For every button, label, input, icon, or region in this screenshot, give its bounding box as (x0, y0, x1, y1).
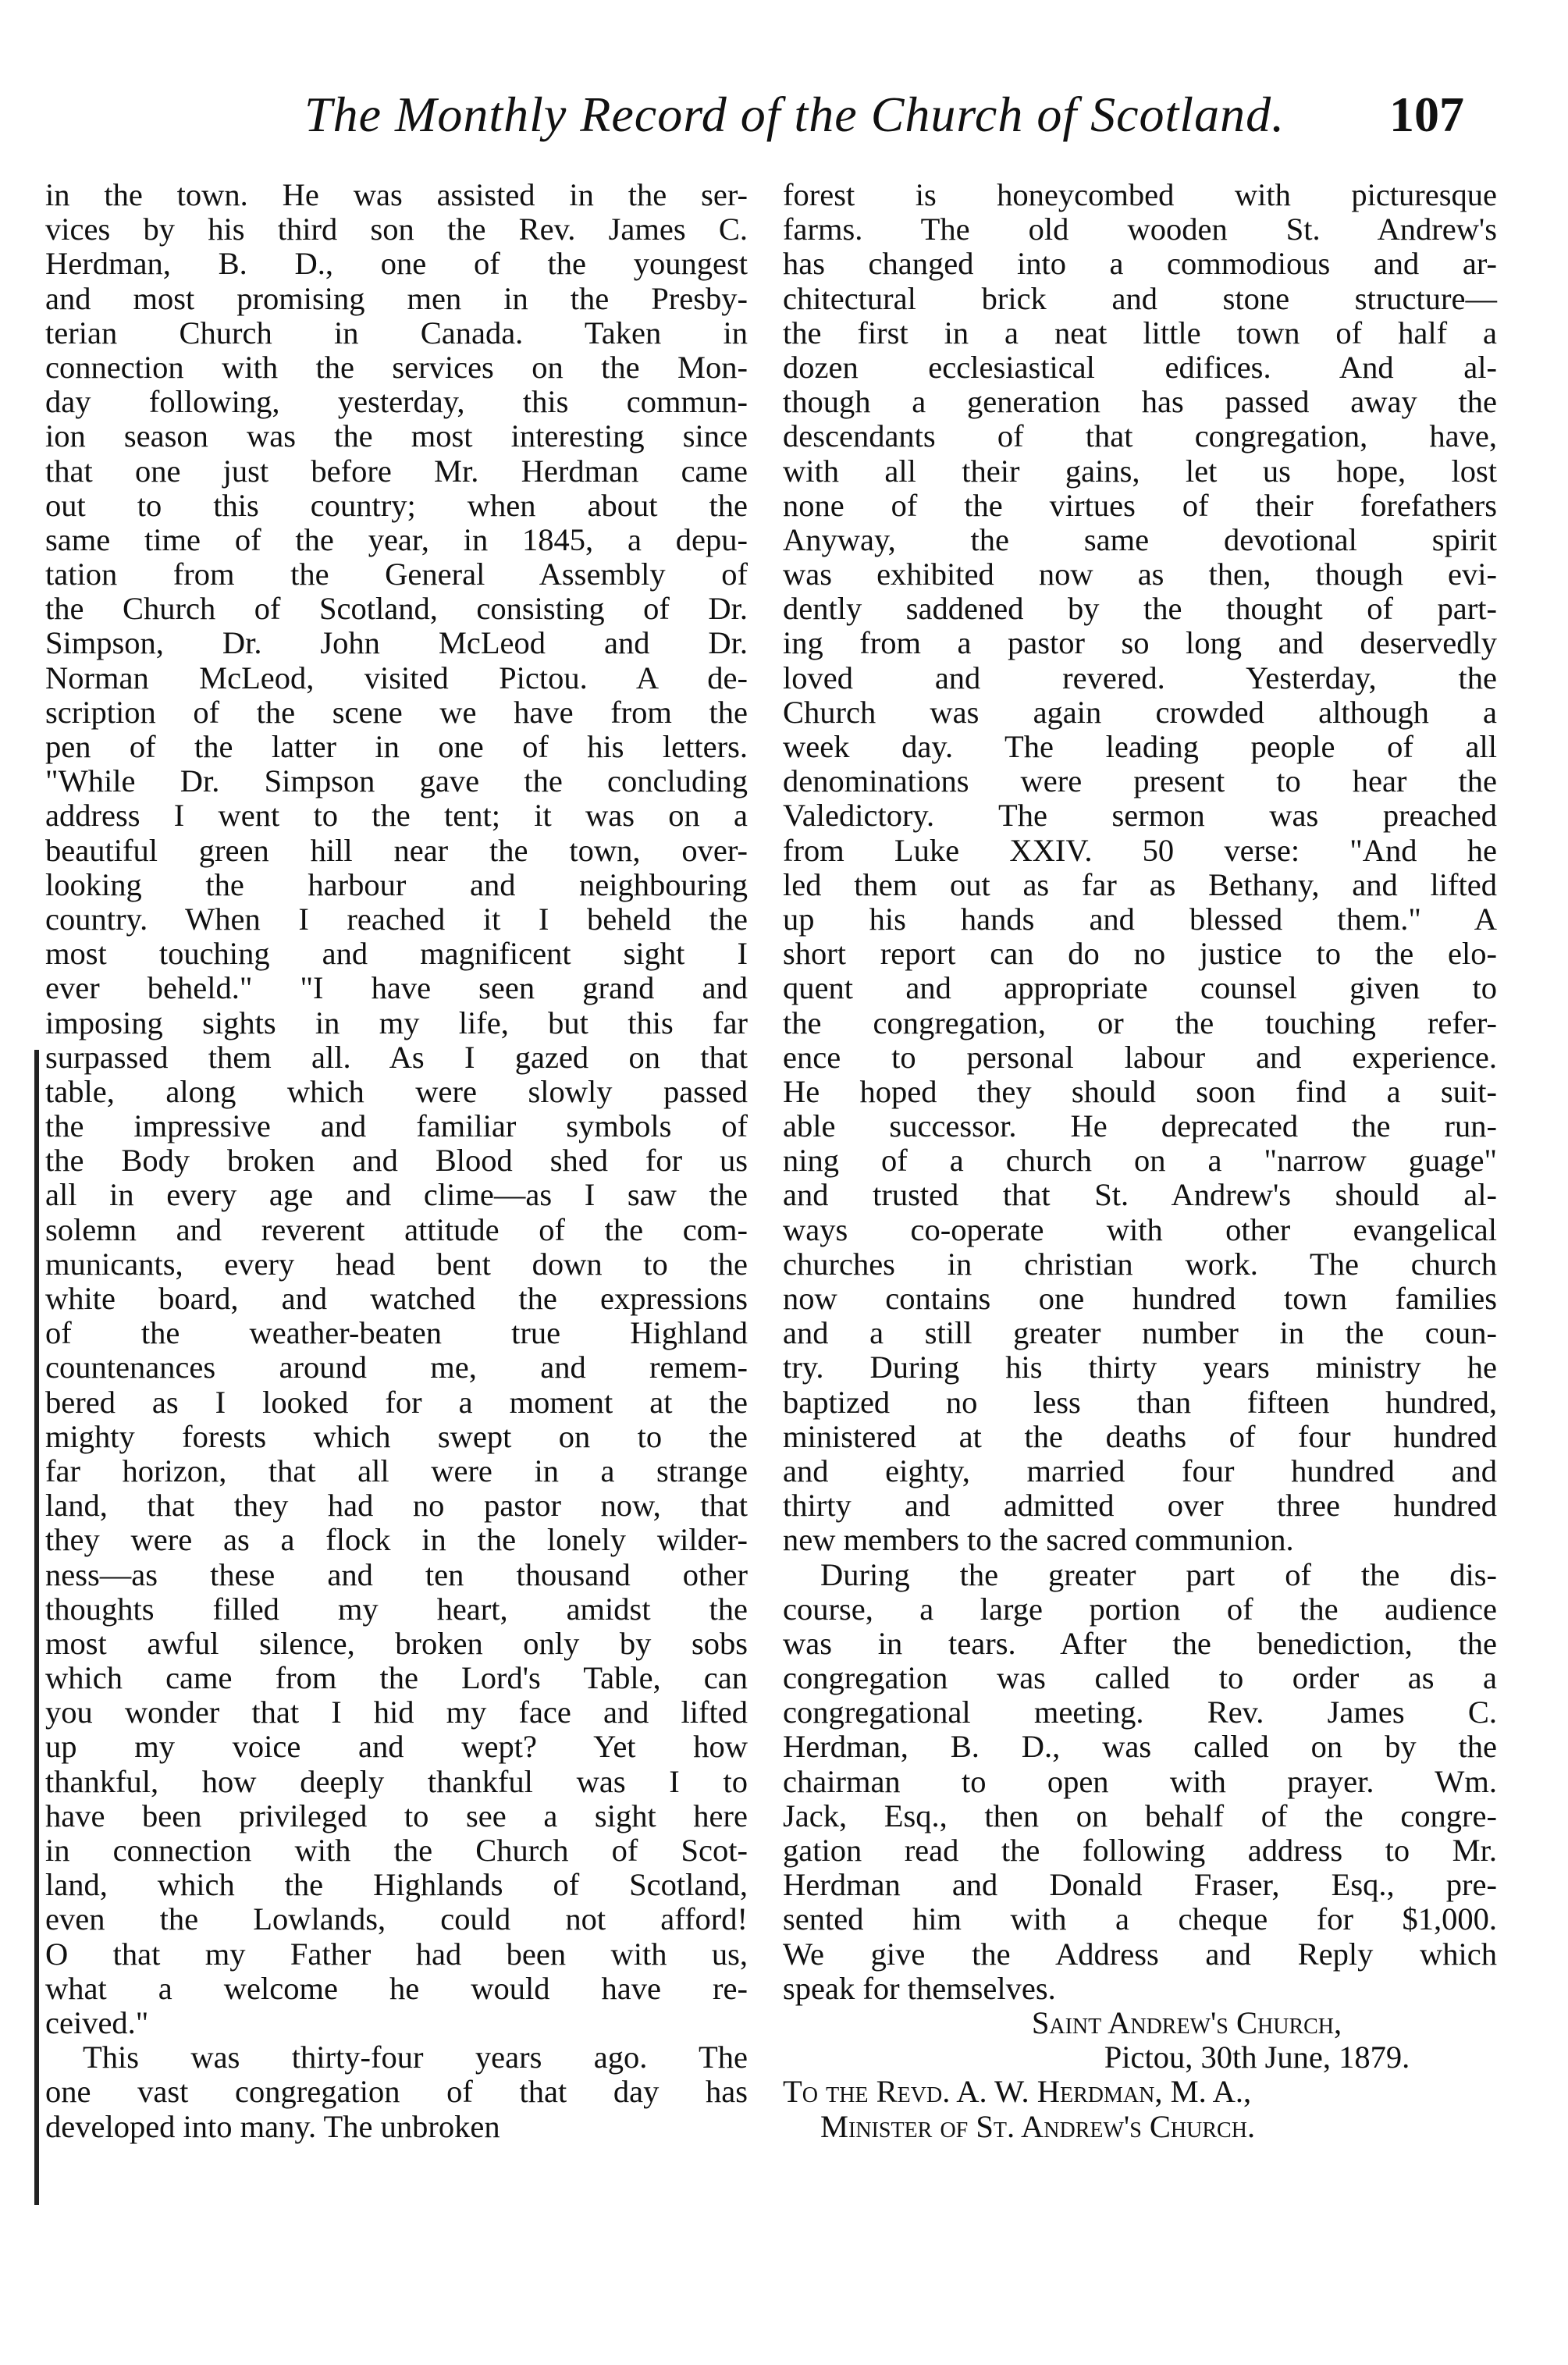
text-line: white board, and watched the expressions (45, 1281, 748, 1316)
text-line: and trusted that St. Andrew's should al- (783, 1177, 1497, 1213)
text-line: Valedictory. The sermon was preached (783, 798, 1497, 834)
text-line: municants, every head bent down to the (45, 1246, 748, 1282)
page-header (0, 86, 1568, 156)
text-line: quent and appropriate counsel given to (783, 970, 1497, 1006)
text-line: was in tears. After the benediction, the (783, 1625, 1497, 1661)
text-line: dently saddened by the thought of part- (783, 591, 1497, 627)
text-line: that one just before Mr. Herdman came (45, 453, 748, 489)
text-line: connection with the services on the Mon- (45, 349, 748, 385)
text-line: even the Lowlands, could not afford! (45, 1901, 748, 1937)
text-line: forest is honeycombed with picturesque (783, 177, 1497, 212)
text-line: Herdman and Donald Fraser, Esq., pre- (783, 1867, 1497, 1903)
text-line: ence to personal labour and experience. (783, 1039, 1497, 1075)
text-line: terian Church in Canada. Taken in (45, 315, 748, 350)
text-line: week day. The leading people of all (783, 729, 1497, 764)
text-line: sented him with a cheque for $1,000. (783, 1901, 1497, 1937)
text-line: up my voice and wept? Yet how (45, 1729, 748, 1765)
text-line: far horizon, that all were in a strange (45, 1453, 748, 1488)
text-line: gation read the following address to Mr. (783, 1833, 1497, 1868)
text-line: out to this country; when about the (45, 487, 748, 523)
text-line: most touching and magnificent sight I (45, 936, 748, 972)
text-line: Church was again crowded although a (783, 694, 1497, 730)
text-line: course, a large portion of the audience (783, 1591, 1497, 1627)
text-line: developed into many. The unbroken (45, 2108, 500, 2144)
text-line: ning of a church on a "narrow guage" (783, 1143, 1497, 1179)
text-line: He hoped they should soon find a suit- (783, 1073, 1497, 1109)
text-line: address I went to the tent; it was on a (45, 798, 748, 834)
text-line: one vast congregation of that day has (45, 2074, 748, 2110)
address-minister: Minister of St. Andrew's Church. (820, 2108, 1256, 2144)
text-line: mighty forests which swept on to the (45, 1418, 748, 1454)
right-column-body (783, 178, 1497, 2006)
page-number: 107 (1389, 87, 1464, 142)
text-line: thirty and admitted over three hundred (783, 1488, 1497, 1524)
text-line: speak for themselves. (783, 1970, 1056, 2006)
right-column (783, 178, 1497, 2144)
text-line: imposing sights in my life, but this far (45, 1005, 748, 1040)
text-line: farms. The old wooden St. Andrew's (783, 212, 1497, 247)
text-line: ways co-operate with other evangelical (783, 1211, 1497, 1247)
text-line: led them out as far as Bethany, and lifted (783, 866, 1497, 902)
text-line: vices by his third son the Rev. James C. (45, 212, 748, 247)
text-line: the congregation, or the touching refer- (783, 1005, 1497, 1040)
text-line: able successor. He deprecated the run- (783, 1108, 1497, 1144)
text-line: all in every age and clime—as I saw the (45, 1177, 748, 1213)
text-line: baptized no less than fifteen hundred, (783, 1384, 1497, 1420)
text-line: ministered at the deaths of four hundred (783, 1418, 1497, 1454)
address-date: Pictou, 30th June, 1879. (1104, 2040, 1410, 2075)
text-line: now contains one hundred town families (783, 1281, 1497, 1316)
text-line: Jack, Esq., then on behalf of the congre- (783, 1798, 1497, 1833)
left-column (45, 178, 748, 2144)
text-line: land, which the Highlands of Scotland, (45, 1867, 748, 1903)
text-line: Herdman, B. D., was called on by the (783, 1729, 1497, 1765)
text-line: in the town. He was assisted in the ser- (45, 177, 748, 212)
text-line: was exhibited now as then, though evi- (783, 557, 1497, 592)
text-line: most awful silence, broken only by sobs (45, 1625, 748, 1661)
text-line: has changed into a commodious and ar- (783, 246, 1497, 282)
text-line: During the greater part of the dis- (820, 1556, 1497, 1592)
text-line: This was thirty-four years ago. The (83, 2040, 748, 2075)
text-line: O that my Father had been with us, (45, 1936, 748, 1972)
address-church: Saint Andrew's Church, (1031, 2004, 1342, 2040)
text-line: the first in a neat little town of half a (783, 315, 1497, 350)
text-line: Simpson, Dr. John McLeod and Dr. (45, 625, 748, 661)
text-line: up his hands and blessed them." A (783, 901, 1497, 937)
text-line: loved and revered. Yesterday, the (783, 660, 1497, 695)
text-line: ion season was the most interesting since (45, 418, 748, 454)
text-line: the impressive and familiar symbols of (45, 1108, 748, 1144)
text-line: Anyway, the same devotional spirit (783, 521, 1497, 557)
text-line: countenances around me, and remem- (45, 1350, 748, 1385)
text-line: churches in christian work. The church (783, 1246, 1497, 1282)
running-title: The Monthly Record of the Church of Scotland. (304, 87, 1285, 142)
text-line: pen of the latter in one of his letters. (45, 729, 748, 764)
text-line: congregation was called to order as a (783, 1660, 1497, 1696)
text-line: you wonder that I hid my face and lifted (45, 1695, 748, 1730)
text-line: day following, yesterday, this commun- (45, 384, 748, 420)
text-line: congregational meeting. Rev. James C. (783, 1695, 1497, 1730)
text-line: table, along which were slowly passed (45, 1073, 748, 1109)
text-line: solemn and reverent attitude of the com- (45, 1211, 748, 1247)
text-line: bered as I looked for a moment at the (45, 1384, 748, 1420)
text-line: Herdman, B. D., one of the youngest (45, 246, 748, 282)
text-line: new members to the sacred communion. (783, 1522, 1294, 1558)
text-line: ceived." (45, 2004, 149, 2040)
text-line: short report can do no justice to the elo- (783, 936, 1497, 972)
text-line: in connection with the Church of Scot- (45, 1833, 748, 1868)
text-line: the Church of Scotland, consisting of Dr. (45, 591, 748, 627)
text-line: none of the virtues of their forefathers (783, 487, 1497, 523)
text-line: ever beheld." "I have seen grand and (45, 970, 748, 1006)
text-line: and a still greater number in the coun- (783, 1315, 1497, 1351)
text-line: from Luke XXIV. 50 verse: "And he (783, 832, 1497, 868)
text-line: the Body broken and Blood shed for us (45, 1143, 748, 1179)
margin-bar (34, 1050, 39, 2205)
text-line: of the weather-beaten true Highland (45, 1315, 748, 1351)
address-recipient: To the Revd. A. W. Herdman, M. A., (783, 2074, 1252, 2110)
text-line: try. During his thirty years ministry he (783, 1350, 1497, 1385)
text-line: and eighty, married four hundred and (783, 1453, 1497, 1488)
text-line: they were as a flock in the lonely wilder- (45, 1522, 748, 1558)
text-line: have been privileged to see a sight here (45, 1798, 748, 1833)
text-line: ness—as these and ten thousand other (45, 1556, 748, 1592)
text-line: denominations were present to hear the (783, 763, 1497, 799)
text-line: what a welcome he would have re- (45, 1970, 748, 2006)
text-line: looking the harbour and neighbouring (45, 866, 748, 902)
text-line: beautiful green hill near the town, over- (45, 832, 748, 868)
text-line: country. When I reached it I beheld the (45, 901, 748, 937)
text-line: descendants of that congregation, have, (783, 418, 1497, 454)
text-line: We give the Address and Reply which (783, 1936, 1497, 1972)
text-line: tation from the General Assembly of (45, 557, 748, 592)
text-line: ing from a pastor so long and deservedly (783, 625, 1497, 661)
text-line: surpassed them all. As I gazed on that (45, 1039, 748, 1075)
text-line: "While Dr. Simpson gave the concluding (45, 763, 748, 799)
text-line: land, that they had no pastor now, that (45, 1488, 748, 1524)
text-line: thankful, how deeply thankful was I to (45, 1763, 748, 1799)
text-line: chairman to open with prayer. Wm. (783, 1763, 1497, 1799)
text-line: and most promising men in the Presby- (45, 280, 748, 316)
text-line: though a generation has passed away the (783, 384, 1497, 420)
text-line: dozen ecclesiastical edifices. And al- (783, 349, 1497, 385)
text-line: same time of the year, in 1845, a depu- (45, 521, 748, 557)
text-line: with all their gains, let us hope, lost (783, 453, 1497, 489)
text-line: thoughts filled my heart, amidst the (45, 1591, 748, 1627)
text-line: which came from the Lord's Table, can (45, 1660, 748, 1696)
text-line: scription of the scene we have from the (45, 694, 748, 730)
text-line: Norman McLeod, visited Pictou. A de- (45, 660, 748, 695)
text-line: chitectural brick and stone structure— (783, 280, 1497, 316)
